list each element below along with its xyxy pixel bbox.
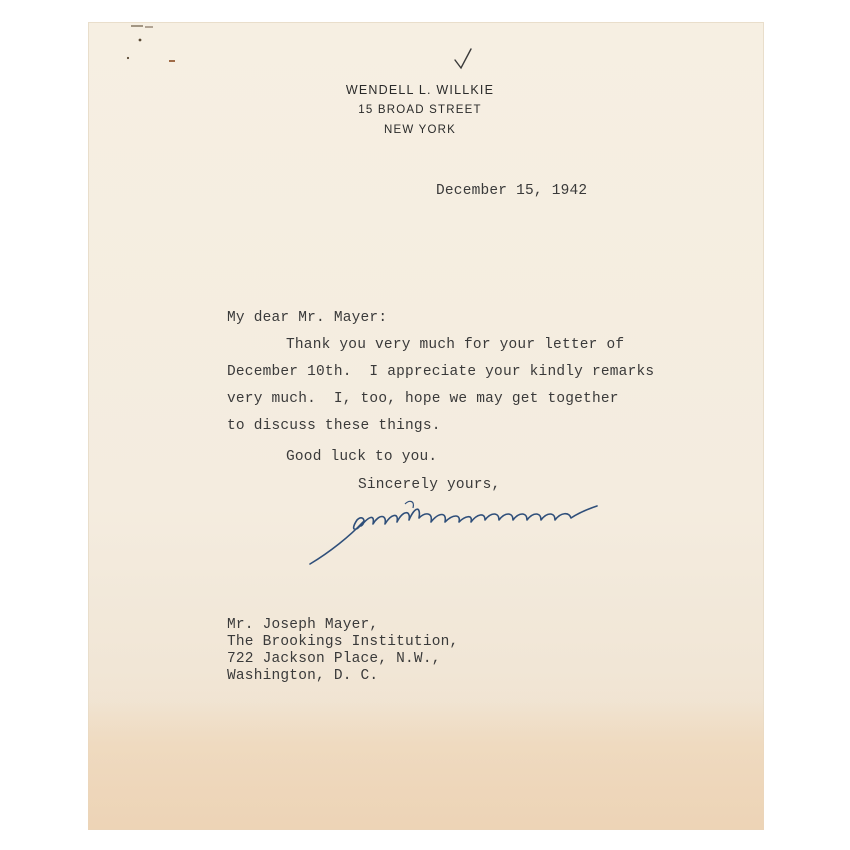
body-line: to discuss these things. [227,418,441,434]
paper-specks [125,22,185,72]
recipient-line: Washington, D. C. [227,668,379,684]
body-line: December 10th. I appreciate your kindly remarks [227,364,655,380]
letterhead-city: NEW YORK [383,124,456,136]
good-luck-line: Good luck to you. [286,449,438,465]
salutation: My dear Mr. Mayer: [227,310,388,326]
signature [305,492,605,572]
body-line: Thank you very much for your letter of [286,337,625,353]
letter-date: December 15, 1942 [436,183,588,199]
recipient-line: The Brookings Institution, [227,634,459,650]
recipient-line: Mr. Joseph Mayer, [227,617,379,633]
closing: Sincerely yours, [358,477,501,493]
recipient-line: 722 Jackson Place, N.W., [227,651,441,667]
letterhead [280,80,560,140]
body-line: very much. I, too, hope we may get together [227,391,619,407]
letterhead-street: 15 BROAD STREET [358,104,482,116]
letterhead-name: WENDELL L. WILLKIE [345,83,495,97]
check-mark-icon [452,46,474,72]
